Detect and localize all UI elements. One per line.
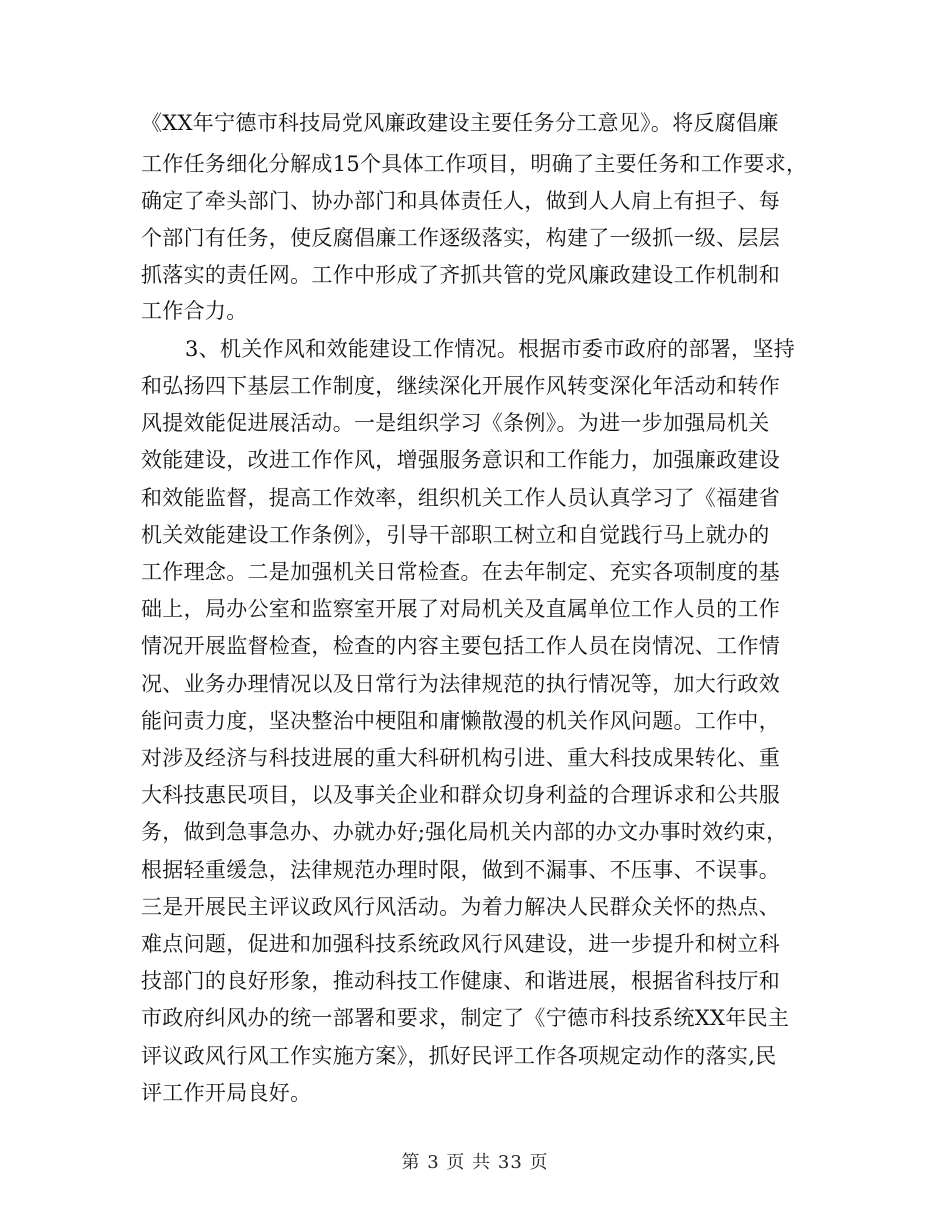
text-line: 抓落实的责任网。工作中形成了齐抓共管的党风廉政建设工作机制和 [141,263,780,287]
text-line: 评工作开局良好。 [141,1081,312,1105]
text-line: 效能建设，改进工作作风，增强服务意识和工作能力，加强廉政建设 [141,448,780,472]
text-line: 能问责力度，坚决整治中梗阻和庸懒散漫的机关作风问题。工作中， [141,709,780,733]
text-line: 技部门的良好形象，推动科技工作健康、和谐进展，根据省科技厅和 [141,969,780,993]
text-line: 难点问题，促进和加强科技系统政风行风建设，进一步提升和树立科 [141,932,780,956]
text-line: 市政府纠风办的统一部署和要求，制定了《宁德市科技系统XX年民主 [141,1006,790,1030]
current-page-number: 3 [427,1152,440,1173]
text-line: 和效能监督，提高工作效率，组织机关工作人员认真学习了《福建省 [141,486,780,510]
text-line: 工作理念。二是加强机关日常检查。在去年制定、充实各项制度的基 [141,560,780,584]
page-label-prefix: 第 [401,1152,421,1173]
text-line: 风提效能促进展活动。一是组织学习《条例》。为进一步加强局机关 [141,411,770,435]
text-line: 确定了牵头部门、协办部门和具体责任人，做到人人肩上有担子、每 [141,189,780,213]
page-footer [0,1151,950,1175]
text-line: 础上，局办公室和监察室开展了对局机关及直属单位工作人员的工作 [141,597,780,621]
text-line: 情况开展监督检查，检查的内容主要包括工作人员在岗情况、工作情 [141,634,780,658]
text-line: 务，做到急事急办、办就办好;强化局机关内部的办文办事时效约束， [141,820,788,844]
text-line: 工作合力。 [141,299,248,323]
text-line: 根据轻重缓急，法律规范办理时限，做到不漏事、不压事、不误事。 [141,858,780,882]
total-pages-number: 33 [497,1152,523,1173]
text-line: 工作任务细化分解成15个具体工作项目，明确了主要任务和工作要求， [141,152,808,176]
text-line: 对涉及经济与科技进展的重大科研机构引进、重大科技成果转化、重 [141,746,780,770]
text-line: 机关效能建设工作条例》，引导干部职工树立和自觉践行马上就办的 [141,523,770,547]
text-line: 三是开展民主评议政风行风活动。为着力解决人民群众关怀的热点、 [141,895,780,919]
text-line: 评议政风行风工作实施方案》，抓好民评工作各项规定动作的落实,民 [141,1044,777,1068]
text-line: 《XX年宁德市科技局党风廉政建设主要任务分工意见》。将反腐倡廉 [141,111,779,135]
text-line: 况、业务办理情况以及日常行为法律规范的执行情况等，加大行政效 [141,672,780,696]
text-line: 个部门有任务，使反腐倡廉工作逐级落实，构建了一级抓一级、层层 [141,226,780,250]
paragraph-start-line: 3、机关作风和效能建设工作情况。根据市委市政府的部署，坚持 [185,337,796,361]
page-label-mid: 页 共 [446,1152,492,1173]
text-line: 和弘扬四下基层工作制度，继续深化开展作风转变深化年活动和转作 [141,374,780,398]
text-line: 大科技惠民项目，以及事关企业和群众切身利益的合理诉求和公共服 [141,783,780,807]
page-label-suffix: 页 [529,1152,549,1173]
